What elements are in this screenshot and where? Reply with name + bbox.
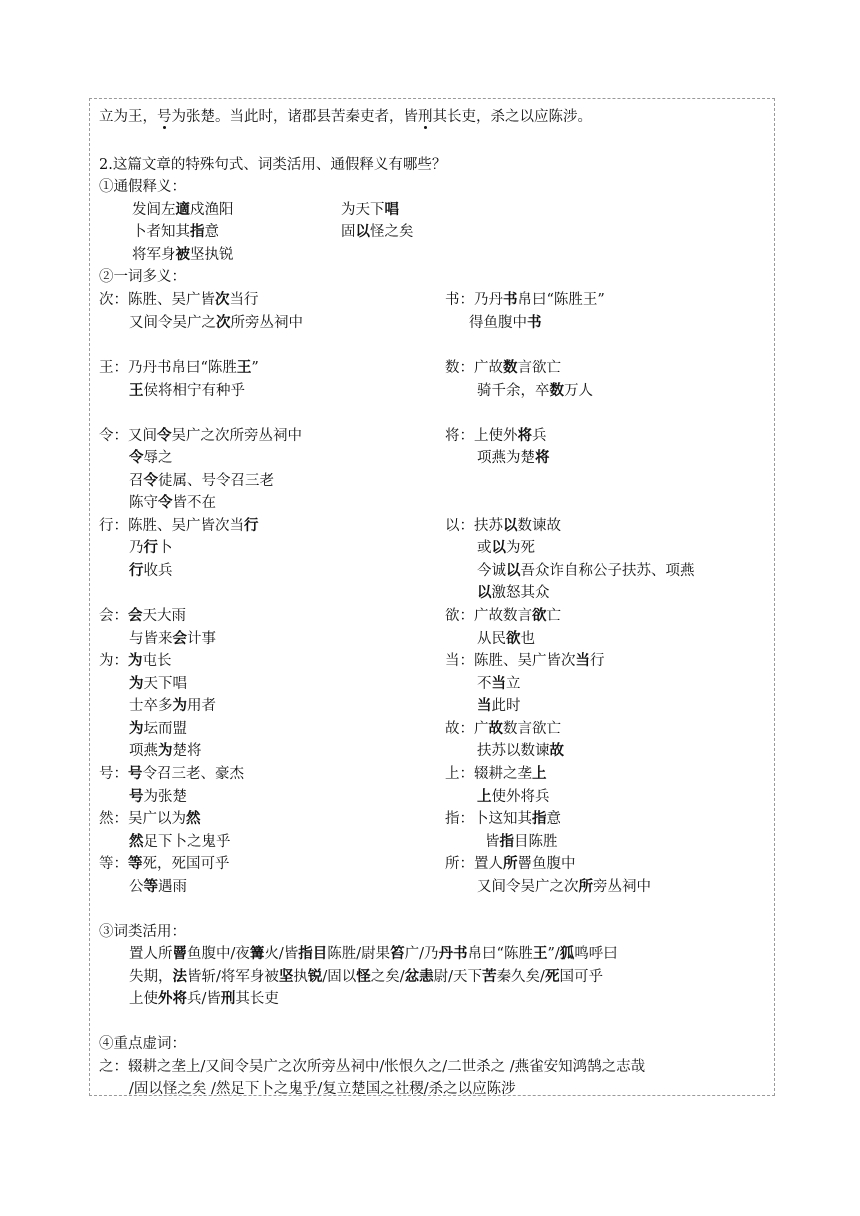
text-line: 次：陈胜、吴广皆次当行 (99, 291, 259, 308)
text-line: ③词类活用： (99, 924, 186, 940)
text-line: 当此时 (477, 697, 521, 714)
text-line: 为坛而盟 (129, 720, 187, 737)
text-line: 项燕为楚将 (477, 449, 550, 466)
text-line: 又间令吴广之次所旁丛祠中 (129, 314, 303, 331)
text-line: 乃行卜 (129, 539, 173, 556)
text-line: 号为张楚 (129, 788, 187, 805)
text-line: 上使外将兵 (477, 788, 550, 805)
text-line: 然足下卜之鬼乎 (129, 833, 231, 850)
text-line: 从民欲也 (477, 630, 535, 647)
text-line: 之：辍耕之垄上/又间令吴广之次所旁丛祠中/怅恨久之/二世杀之 /燕雀安知鸿鹄之志哉 (99, 1059, 646, 1075)
text-line: 为天下唱 (341, 201, 399, 218)
text-line: 扶苏以数谏故 (477, 742, 564, 759)
text-line: 号：号令召三老、豪杰 (99, 765, 244, 782)
text-line: 骑千余，卒数万人 (477, 382, 593, 399)
text-line: 王：乃丹书帛曰“陈胜王” (99, 359, 259, 376)
text-line: 以：扶苏以数谏故 (445, 517, 561, 534)
text-line: 士卒多为用者 (129, 697, 216, 714)
text-line: 今诚以吾众诈自称公子扶苏、项燕 (477, 562, 695, 579)
text-line: 与皆来会计事 (129, 630, 216, 647)
text-line: 欲：广故数言欲亡 (445, 607, 561, 624)
text-line: 行收兵 (129, 562, 173, 579)
text-line: /固以怪之矣 /然足下卜之鬼乎/复立楚国之社稷/杀之以应陈涉 (129, 1081, 516, 1097)
text-line: ①通假释义： (99, 179, 186, 195)
text-line: 固以怪之矣 (341, 223, 414, 240)
text-line: 陈守令皆不在 (129, 494, 216, 511)
text-line: 卜者知其指意 (132, 223, 219, 240)
text-line: 然：吴广以为然 (99, 810, 201, 827)
text-line: 不当立 (477, 675, 521, 692)
text-line: 得鱼腹中书 (469, 314, 542, 331)
text-line: 公等遇雨 (129, 878, 187, 895)
text-line: 会：会天大雨 (99, 607, 186, 624)
text-line: 为：为屯长 (99, 652, 172, 669)
text-line: 令：又间令吴广之次所旁丛祠中 (99, 427, 302, 444)
text-line: 行：陈胜、吴广皆次当行 (99, 517, 259, 534)
text-line: 等：等死，死国可乎 (99, 855, 230, 872)
text-line: 召令徒属、号令召三老 (129, 472, 274, 489)
text-line: 王侯将相宁有种乎 (129, 382, 245, 399)
text-line: 失期，法皆斩/将军身被坚执锐/固以怪之矣/忿恚尉/天下苦秦久矣/死国可乎 (129, 968, 603, 985)
text-line: 上使外将兵/皆刑其长吏 (129, 990, 279, 1007)
text-line: ④重点虚词： (99, 1036, 186, 1052)
text-line: 书：乃丹书帛曰“陈胜王” (445, 291, 605, 308)
text-line: ②一词多义： (99, 269, 186, 285)
text-line: 令辱之 (129, 449, 173, 466)
text-line: 或以为死 (477, 539, 535, 556)
text-line: 上：辍耕之垄上 (445, 765, 547, 782)
text-line: 置人所罾鱼腹中/夜篝火/皆指目陈胜/尉果笞广/乃丹书帛曰“陈胜王”/狐鸣呼曰 (129, 945, 618, 962)
text-line: 指：卜这知其指意 (445, 810, 561, 827)
text-line: 将军身被坚执锐 (132, 246, 234, 263)
text-line: 发闾左適戍渔阳 (132, 201, 234, 218)
text-line: 故：广故数言欲亡 (445, 720, 561, 737)
text-line: 项燕为楚将 (129, 742, 202, 759)
text-line: 2.这篇文章的特殊句式、词类活用、通假释义有哪些？ (99, 157, 447, 173)
text-line: 皆指目陈胜 (485, 833, 558, 850)
text-line: 所：置人所罾鱼腹中 (445, 855, 576, 872)
text-line: 数：广故数言欲亡 (445, 359, 561, 376)
text-line: 为天下唱 (129, 675, 187, 692)
text-line: 将：上使外将兵 (445, 427, 547, 444)
text-line: 立为王，号为张楚。当此时，诸郡县苦秦吏者，皆刑其长吏，杀之以应陈涉。 (99, 109, 592, 125)
text-line: 又间令吴广之次所旁丛祠中 (477, 878, 651, 895)
text-line: 当：陈胜、吴广皆次当行 (445, 652, 605, 669)
text-line: 以激怒其众 (477, 584, 550, 601)
